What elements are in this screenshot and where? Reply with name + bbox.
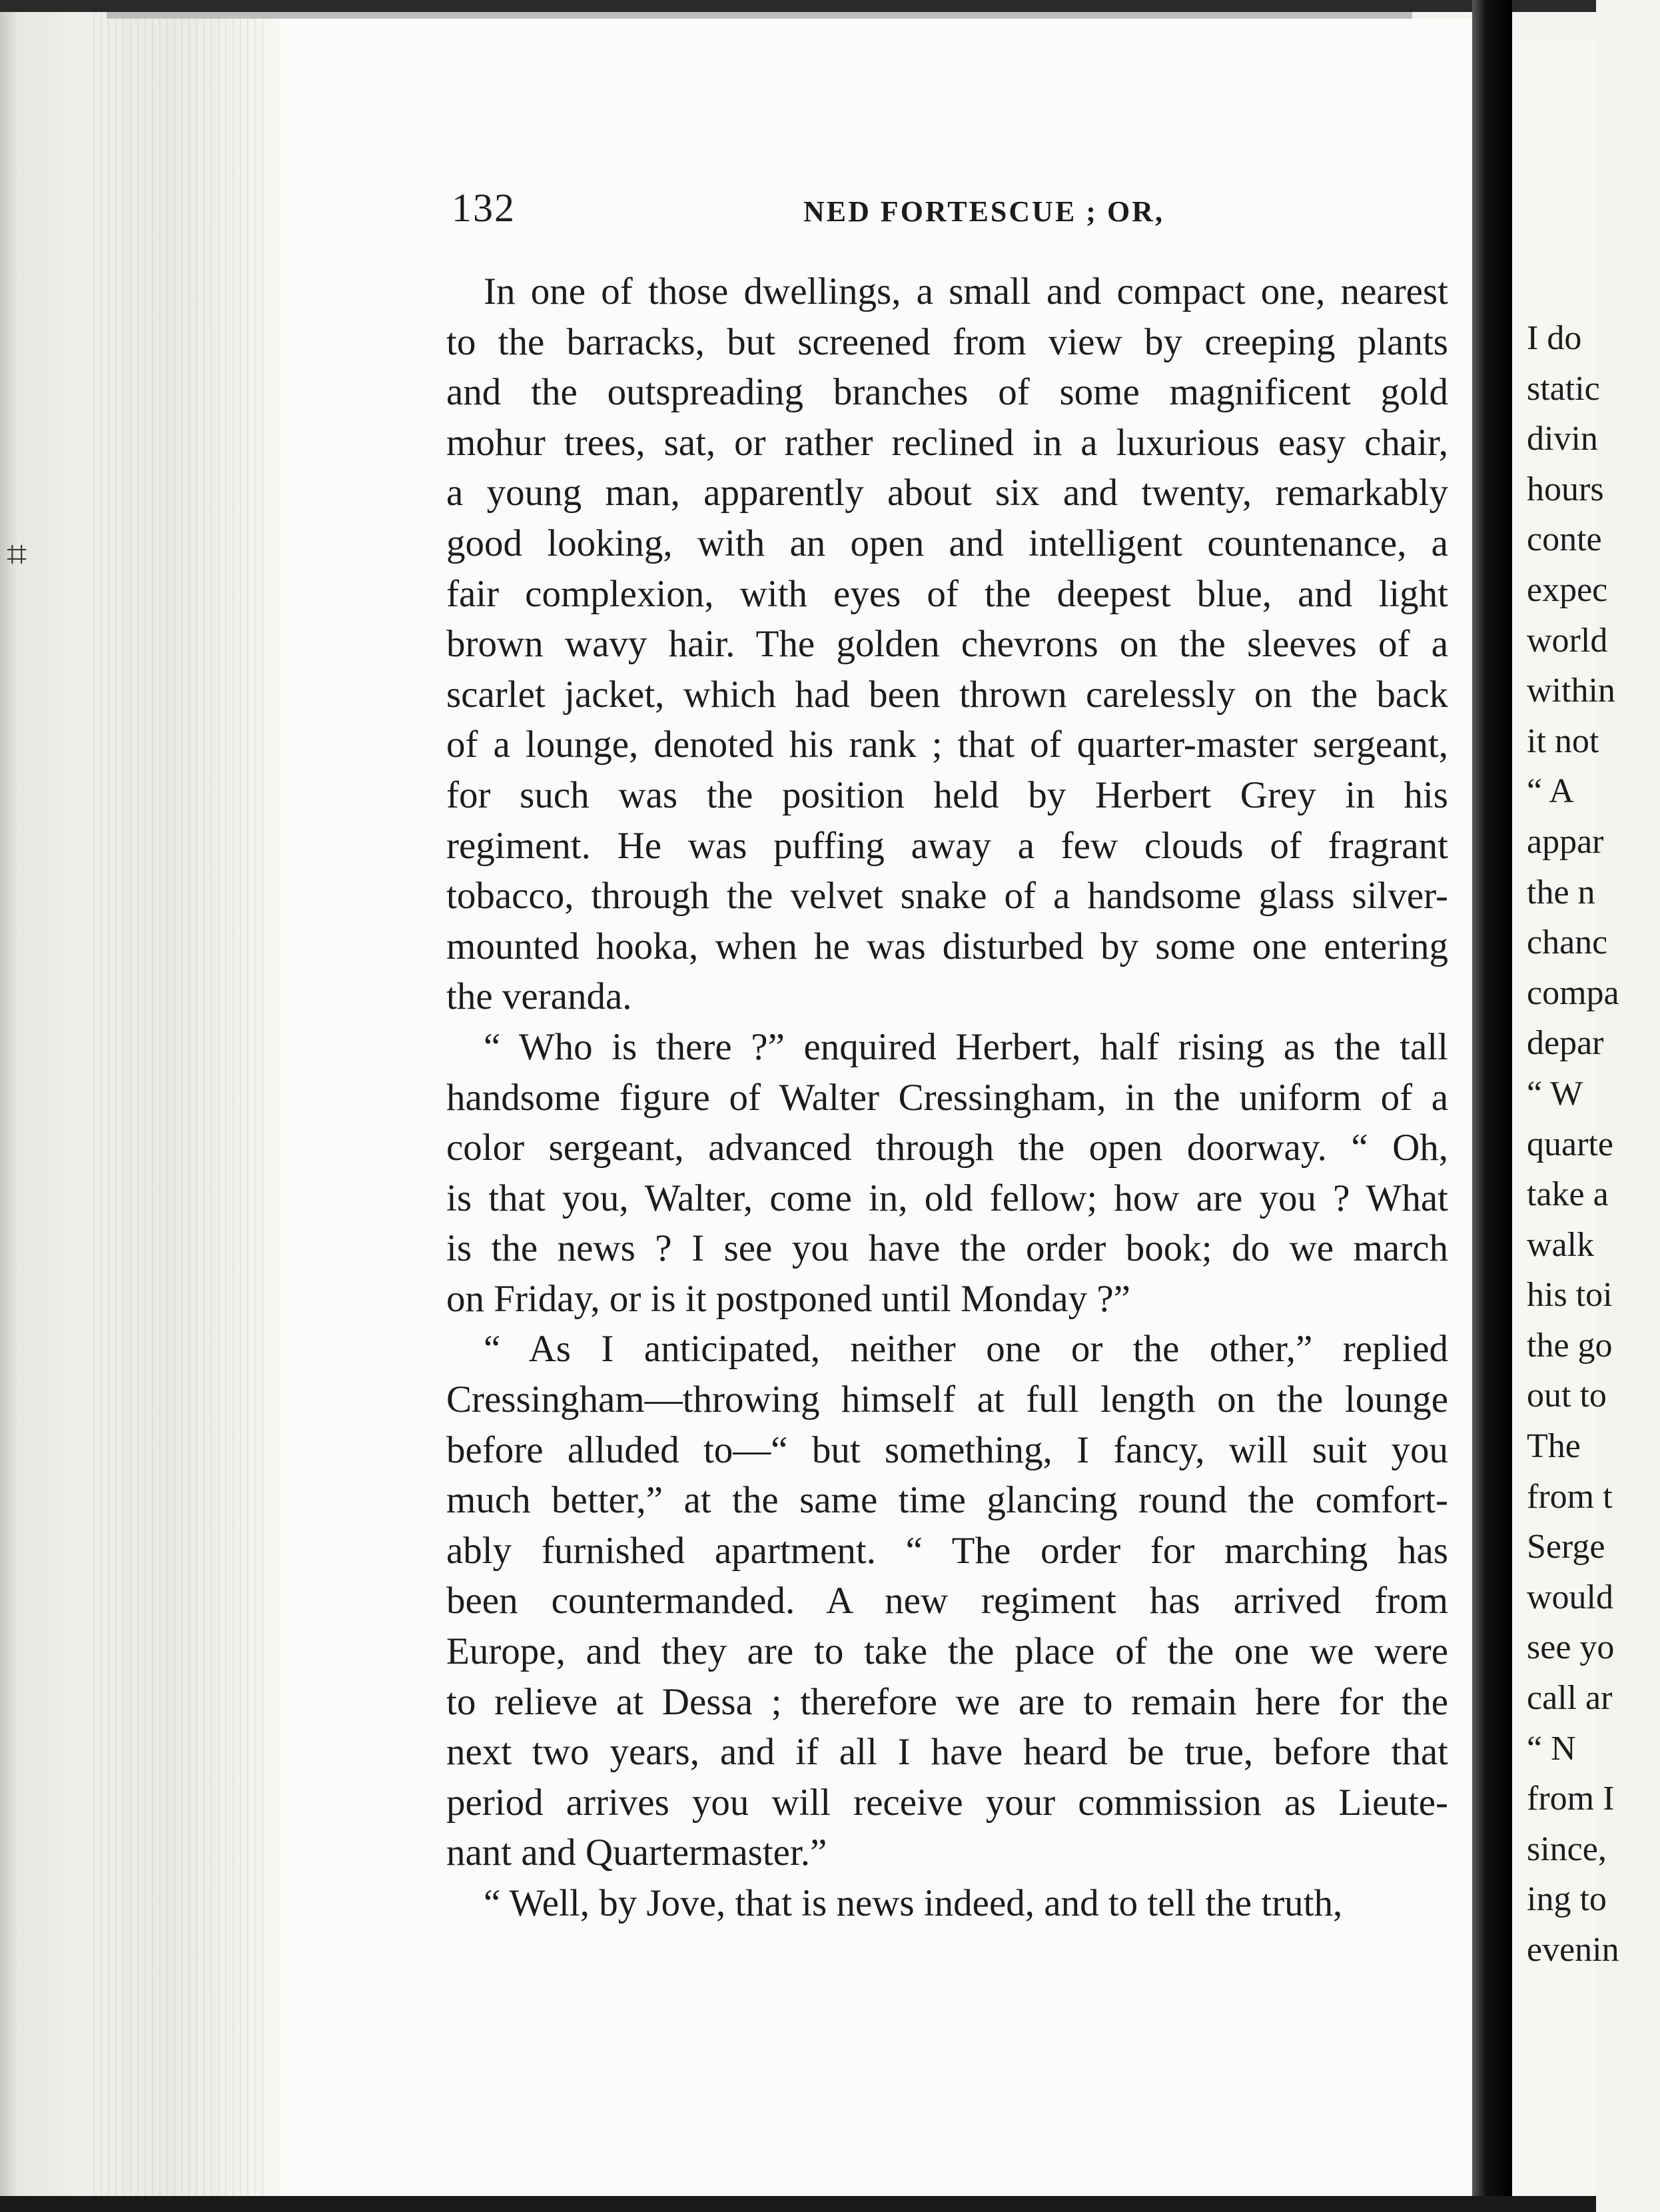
text-line: of a lounge, denoted his rank ; that of quarter-master sergeant, bbox=[446, 724, 1448, 766]
text-line: tobacco, through the velvet snake of a handsome glass silver- bbox=[446, 875, 1448, 917]
text-line: on Friday, or is it postponed until Monday ?” bbox=[446, 1277, 1130, 1320]
facing-page-line: quarte bbox=[1527, 1125, 1613, 1163]
text-line: to relieve at Dessa ; therefore we are to remain here for the bbox=[446, 1680, 1448, 1723]
facing-page-line: from I bbox=[1527, 1780, 1615, 1818]
text-line: is that you, Walter, come in, old fellow; how are you ? What bbox=[446, 1177, 1448, 1219]
text-line: next two years, and if all I have heard be true, before that bbox=[446, 1731, 1448, 1774]
text-line: Europe, and they are to take the place of the one we were bbox=[446, 1630, 1448, 1673]
margin-mark: ⌗ bbox=[7, 533, 27, 575]
facing-page-line: expec bbox=[1527, 570, 1608, 609]
paragraph bbox=[446, 1022, 1448, 1325]
page-edge-stack bbox=[0, 0, 280, 2212]
text-line: color sergeant, advanced through the open doorway. “ Oh, bbox=[446, 1127, 1448, 1169]
facing-page-line: depar bbox=[1527, 1024, 1604, 1063]
facing-page-line: hours bbox=[1527, 470, 1604, 508]
text-line: to the barracks, but screened from view by creeping plants bbox=[446, 320, 1448, 363]
text-line: mohur trees, sat, or rather reclined in a luxurious easy chair, bbox=[446, 421, 1448, 464]
facing-page-line: The bbox=[1527, 1427, 1581, 1466]
text-line: fair complexion, with eyes of the deepest blue, and light bbox=[446, 572, 1448, 615]
facing-page-line: I do bbox=[1527, 319, 1582, 357]
paragraph bbox=[446, 1878, 1448, 1929]
facing-page-line: “ A bbox=[1527, 772, 1574, 811]
scan-top-border bbox=[0, 0, 1596, 12]
facing-page-line: the go bbox=[1527, 1326, 1613, 1365]
running-head: NED FORTESCUE ; OR, bbox=[803, 195, 1164, 228]
facing-page-line: evenin bbox=[1527, 1931, 1619, 1969]
text-line: ably furnished apartment. “ The order for marching has bbox=[446, 1529, 1448, 1572]
text-line: In one of those dwellings, a small and compact one, nearest bbox=[484, 271, 1448, 312]
text-line: the veranda. bbox=[446, 975, 632, 1018]
text-line: good looking, with an open and intelligent countenance, a bbox=[446, 522, 1448, 564]
facing-page-line: appar bbox=[1527, 822, 1604, 861]
book-gutter-shadow bbox=[1472, 0, 1512, 2212]
facing-page-line: call ar bbox=[1527, 1679, 1613, 1718]
facing-page-line: his toi bbox=[1527, 1276, 1613, 1315]
body-text bbox=[446, 267, 1448, 1929]
paragraph bbox=[446, 267, 1448, 1022]
facing-page-line: the n bbox=[1527, 873, 1595, 911]
text-line: “ Who is there ?” enquired Herbert, half rising as the tall bbox=[484, 1025, 1448, 1068]
text-line: is the news ? I see you have the order book; do we march bbox=[446, 1227, 1448, 1270]
scan-top-shade bbox=[107, 12, 1412, 19]
facing-page-line: “ N bbox=[1527, 1729, 1576, 1768]
facing-page-line: divin bbox=[1527, 420, 1598, 458]
text-line: scarlet jacket, which had been thrown carelessly on the back bbox=[446, 673, 1448, 716]
scan-bottom-border bbox=[0, 2196, 1596, 2212]
text-line: brown wavy hair. The golden chevrons on the sleeves of a bbox=[446, 623, 1448, 666]
text-line: “ Well, by Jove, that is news indeed, and to tell the truth, bbox=[484, 1882, 1343, 1924]
facing-page-line: take a bbox=[1527, 1175, 1609, 1214]
facing-page-line: it not bbox=[1527, 722, 1599, 760]
text-line: and the outspreading branches of some magnificent gold bbox=[446, 371, 1448, 414]
facing-page-line: would bbox=[1527, 1578, 1613, 1616]
facing-page-line: out to bbox=[1527, 1377, 1607, 1415]
page-header bbox=[452, 185, 1448, 239]
facing-page-line: since, bbox=[1527, 1830, 1607, 1868]
facing-page-fragment bbox=[1512, 40, 1619, 2196]
text-line: nant and Quartermaster.” bbox=[446, 1832, 827, 1874]
text-line: “ As I anticipated, neither one or the other,” replied bbox=[484, 1328, 1448, 1371]
page-edge-lines bbox=[93, 0, 266, 2212]
facing-page-line: world bbox=[1527, 621, 1608, 660]
facing-page-line: walk bbox=[1527, 1225, 1595, 1264]
facing-page-line: chanc bbox=[1527, 923, 1608, 962]
facing-page-line: static bbox=[1527, 369, 1600, 408]
page-edge-shadow bbox=[0, 0, 20, 2212]
facing-page-line: compa bbox=[1527, 973, 1619, 1012]
page-number: 132 bbox=[452, 186, 516, 230]
facing-page-line: ing to bbox=[1527, 1880, 1607, 1919]
facing-page-line: from t bbox=[1527, 1477, 1613, 1516]
facing-page-line: Serge bbox=[1527, 1528, 1605, 1566]
text-line: handsome figure of Walter Cressingham, in the uniform of a bbox=[446, 1076, 1448, 1119]
text-line: much better,” at the same time glancing round the comfort- bbox=[446, 1479, 1448, 1522]
facing-page-line: “ W bbox=[1527, 1074, 1583, 1113]
paragraph bbox=[446, 1324, 1448, 1878]
text-line: before alluded to—“ but something, I fancy, will suit you bbox=[446, 1428, 1448, 1471]
text-line: been countermanded. A new regiment has arrived from bbox=[446, 1580, 1448, 1622]
facing-page-line: conte bbox=[1527, 520, 1602, 559]
text-line: a young man, apparently about six and twenty, remarkably bbox=[446, 472, 1448, 514]
text-line: period arrives you will receive your commission as Lieute- bbox=[446, 1781, 1448, 1824]
text-line: regiment. He was puffing away a few clouds of fragrant bbox=[446, 824, 1448, 867]
facing-page-line: see yo bbox=[1527, 1628, 1615, 1667]
facing-page-line: within bbox=[1527, 672, 1615, 710]
text-line: Cressingham—throwing himself at full length on the lounge bbox=[446, 1379, 1448, 1421]
text-line: mounted hooka, when he was disturbed by some one entering bbox=[446, 925, 1448, 967]
text-line: for such was the position held by Herbert Grey in his bbox=[446, 774, 1448, 816]
facing-page-text bbox=[1527, 313, 1660, 1975]
